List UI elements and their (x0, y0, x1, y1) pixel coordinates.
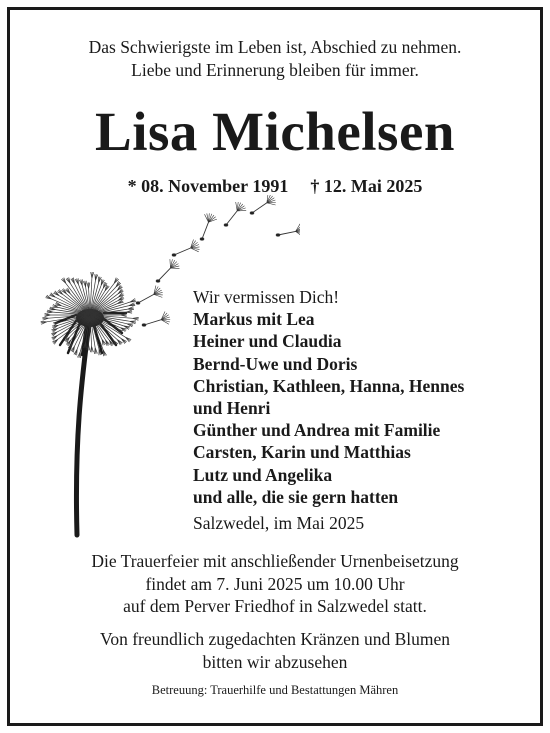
ceremony-info (0, 550, 550, 618)
mourner-name: Markus mit Lea (193, 309, 315, 330)
mourner-name: Lutz und Angelika (193, 464, 333, 485)
mourners-list (193, 286, 464, 508)
flower-request (0, 628, 550, 673)
ceremony-line: findet am 7. Juni 2025 um 10.00 Uhr (145, 573, 405, 594)
mourner-name: und alle, die sie gern hatten (193, 486, 399, 507)
quote-line: Liebe und Erinnerung bleiben für immer. (131, 60, 419, 80)
mourner-name: Günther und Andrea mit Familie (193, 420, 441, 441)
mourner-name: Christian, Kathleen, Hanna, Hennes (193, 375, 465, 396)
mourner-name: Bernd-Uwe und Doris (193, 353, 358, 374)
farewell-quote (0, 36, 550, 82)
mourner-name: und Henri (193, 398, 271, 419)
funeral-home-credit: Betreuung: Trauerhilfe und Bestattungen Mähren (151, 683, 399, 697)
mourner-name: Heiner und Claudia (193, 331, 342, 352)
mourners-intro: Wir vermissen Dich! (193, 287, 340, 307)
deceased-name: Lisa Michelsen (95, 101, 455, 162)
request-line: bitten wir abzusehen (202, 651, 348, 672)
birth-date: * 08. November 1991 (127, 176, 289, 196)
death-date: † 12. Mai 2025 (310, 176, 423, 196)
quote-line: Das Schwierigste im Leben ist, Abschied zu nehmen. (88, 37, 462, 57)
ceremony-line: auf dem Perver Friedhof in Salzwedel statt. (123, 596, 427, 616)
life-dates (0, 175, 550, 197)
mourner-name: Carsten, Karin und Matthias (193, 442, 411, 463)
place-date: Salzwedel, im Mai 2025 (193, 513, 365, 533)
request-line: Von freundlich zugedachten Kränzen und Blumen (99, 629, 451, 649)
ceremony-line: Die Trauerfeier mit anschließender Urnenbeisetzung (91, 551, 459, 571)
